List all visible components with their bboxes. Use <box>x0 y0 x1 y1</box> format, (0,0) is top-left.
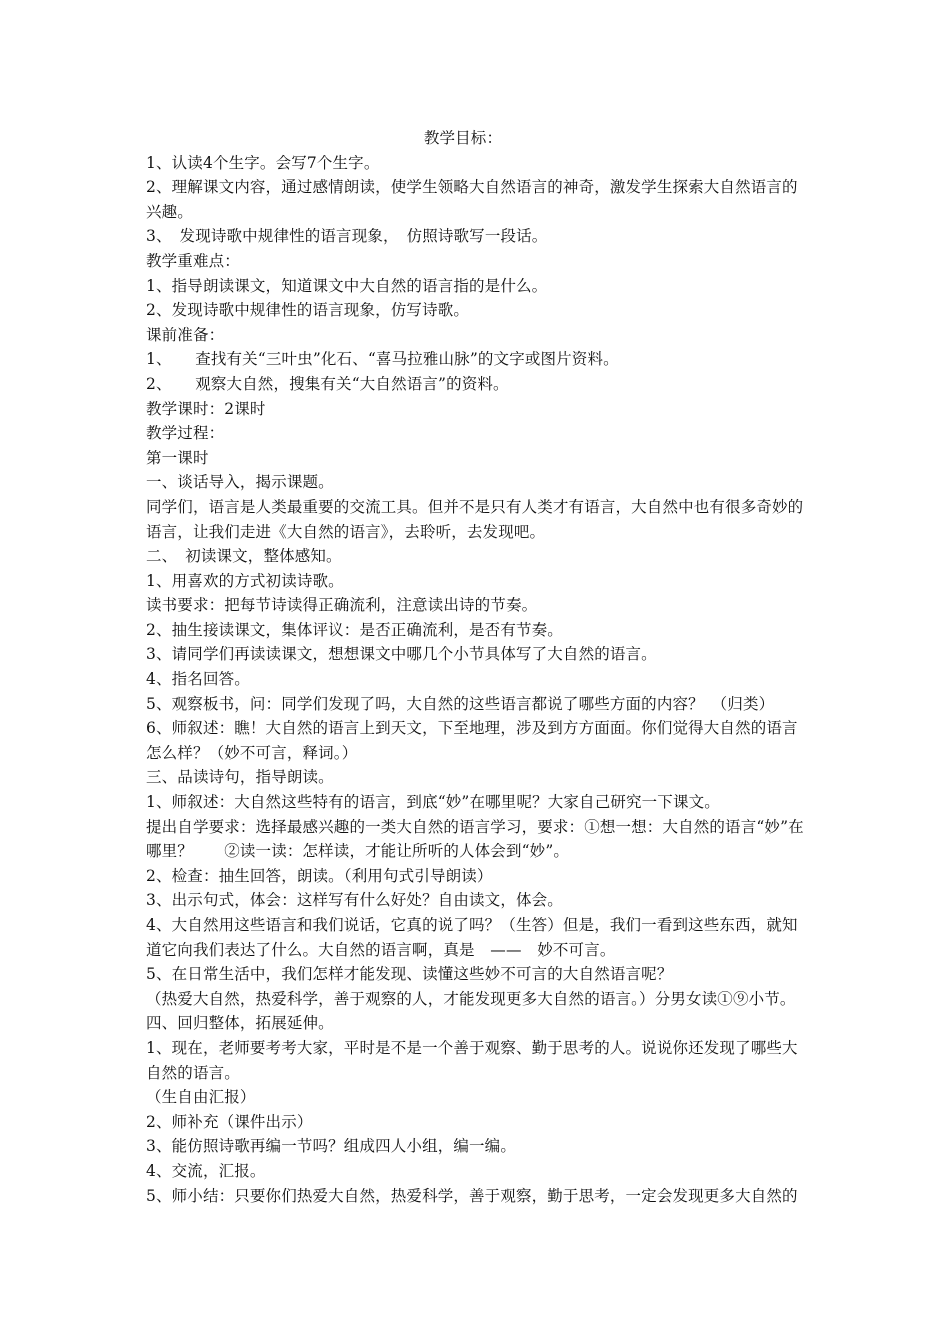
text-line: 2、 观察大自然，搜集有关“大自然语言”的资料。 <box>146 374 509 393</box>
text-line: 同学们，语言是人类最重要的交流工具。但并不是只有人类才有语言，大自然中也有很多奇妙的语言，让我们走进《大自然的语言》，去聆听，去发现吧。 <box>146 497 804 541</box>
text-line: 3、 发现诗歌中规律性的语言现象， 仿照诗歌写一段话。 <box>146 227 548 246</box>
text-line: 3、能仿照诗歌再编一节吗？组成四人小组，编一编。 <box>146 1137 516 1156</box>
step-heading: 三、品读诗句，指导朗读。 <box>146 768 334 787</box>
section-heading-key-points: 教学重难点： <box>146 251 240 270</box>
text-line: 5、师小结：只要你们热爱大自然，热爱科学，善于观察，勤于思考，一定会发现更多大自然的 <box>146 1186 798 1205</box>
text-line: （生自由汇报） <box>146 1088 256 1107</box>
text-line: 1、指导朗读课文，知道课文中大自然的语言指的是什么。 <box>146 276 548 295</box>
text-line: 6、师叙述：瞧！大自然的语言上到天文，下至地理，涉及到方方面面。你们觉得大自然的语言怎么样？（妙不可言，释词。） <box>146 719 798 762</box>
text-line: 3、出示句式，体会：这样写有什么好处？自由读文，体会。 <box>146 891 563 910</box>
text-line: 5、观察板书，问：同学们发现了吗，大自然的这些语言都说了哪些方面的内容？ （归类） <box>146 694 775 713</box>
text-line: 2、发现诗歌中规律性的语言现象，仿写诗歌。 <box>146 301 470 320</box>
section-title-teaching-goals: 教学目标： <box>423 129 503 147</box>
text-line: 2、师补充（课件出示） <box>146 1112 313 1131</box>
text-line: 1、师叙述：大自然这些特有的语言，到底“妙”在哪里呢？大家自己研究一下课文。 <box>146 793 720 812</box>
text-line: 2、理解课文内容，通过感情朗读，使学生领略大自然语言的神奇，激发学生探索大自然语言的兴趣。 <box>146 178 798 221</box>
text-line: （热爱大自然，热爱科学，善于观察的人，才能发现更多大自然的语言。）分男女读①⑨小节。 <box>146 989 796 1008</box>
section-heading-class-hours: 教学课时：2课时 <box>146 399 266 418</box>
section-heading-first-lesson: 第一课时 <box>146 448 209 467</box>
text-line: 2、检查：抽生回答，朗读。（利用句式引导朗读） <box>146 866 493 885</box>
text-line: 5、在日常生活中，我们怎样才能发现、读懂这些妙不可言的大自然语言呢？ <box>146 965 673 984</box>
step-heading: 四、回归整体，拓展延伸。 <box>146 1014 334 1033</box>
text-line: 1、现在，老师要考考大家，平时是不是一个善于观察、勤于思考的人。说说你还发现了哪些大自然的语言。 <box>146 1038 798 1082</box>
text-line: 2、抽生接读课文，集体评议：是否正确流利，是否有节奏。 <box>146 620 563 639</box>
step-heading: 二、 初读课文，整体感知。 <box>146 547 342 566</box>
step-heading: 一、谈话导入，揭示课题。 <box>146 473 334 492</box>
text-line: 1、 查找有关“三叶虫”化石、“喜马拉雅山脉”的文字或图片资料。 <box>146 350 619 369</box>
text-line: 4、大自然用这些语言和我们说话，它真的说了吗？（生答）但是，我们一看到这些东西，就知道它向我们表达了什么。大自然的语言啊，真是 —— 妙不可言。 <box>146 916 798 959</box>
section-heading-preparation: 课前准备： <box>146 325 225 344</box>
text-line: 提出自学要求：选择最感兴趣的一类大自然的语言学习，要求：①想一想：大自然的语言“妙”在哪里？ ②读一读：怎样读，才能让所听的人体会到“妙”。 <box>146 817 804 861</box>
text-line: 1、认读4个生字。会写7个生字。 <box>146 153 380 172</box>
text-line: 1、用喜欢的方式初读诗歌。 <box>146 571 344 590</box>
section-heading-process: 教学过程： <box>146 424 225 443</box>
document-body <box>146 126 810 1208</box>
text-line: 4、指名回答。 <box>146 670 250 689</box>
text-line: 读书要求：把每节诗读得正确流利，注意读出诗的节奏。 <box>146 596 538 615</box>
text-line: 4、交流，汇报。 <box>146 1161 266 1180</box>
text-line: 3、请同学们再读读课文，想想课文中哪几个小节具体写了大自然的语言。 <box>146 645 657 664</box>
